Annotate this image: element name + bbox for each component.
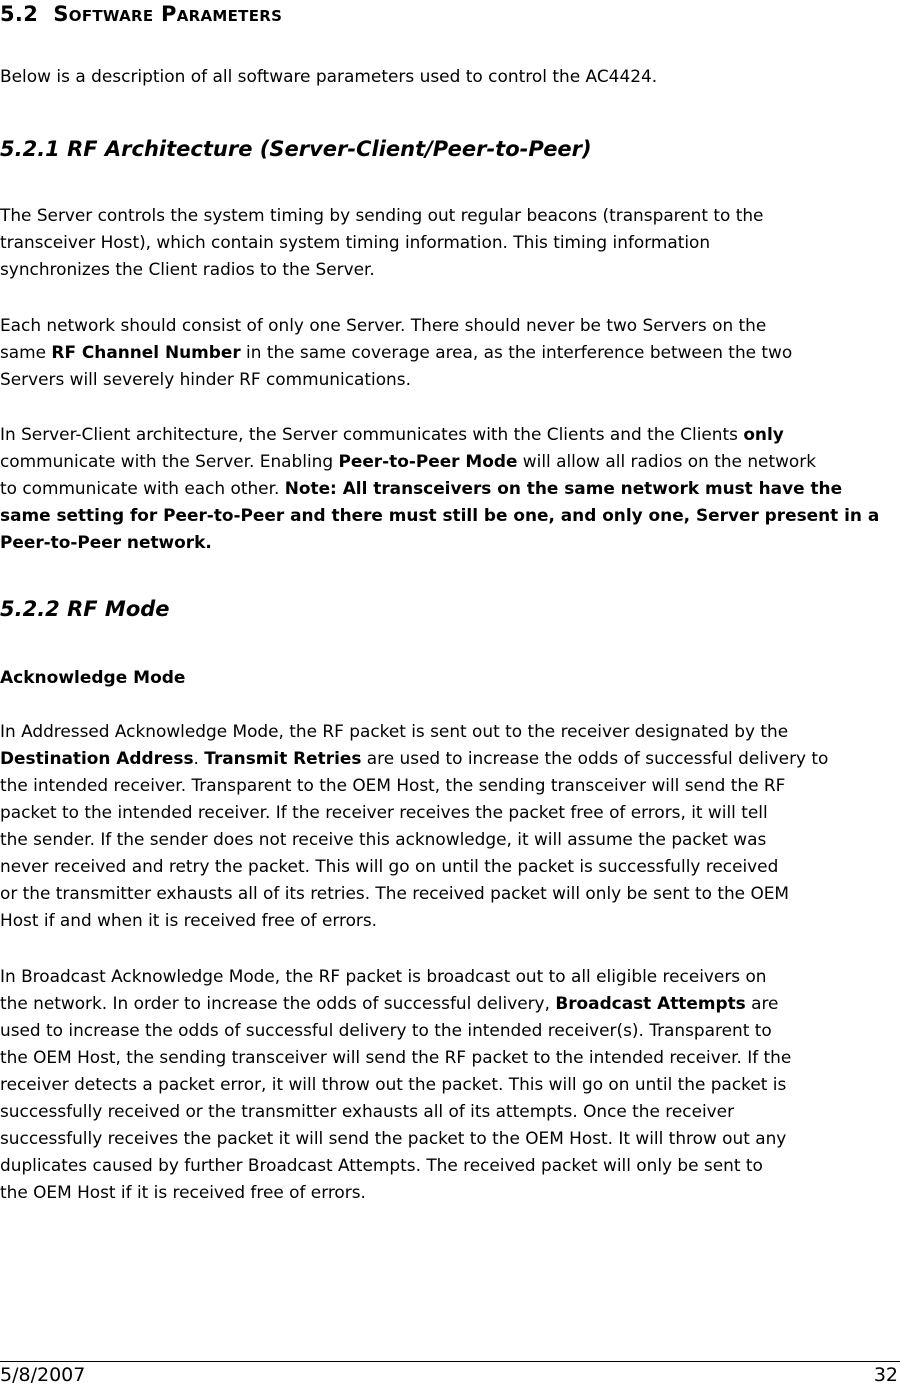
text-line: packet to the intended receiver. If the receiver receives the packet free of errors, it will tell xyxy=(0,802,768,822)
term-only: only xyxy=(743,424,784,444)
subsection-heading-rf-mode: 5.2.2 RF Mode xyxy=(0,597,170,621)
paragraph-one-server xyxy=(0,312,900,393)
footer-date: 5/8/2007 xyxy=(0,1364,86,1386)
text-line: receiver detects a packet error, it will throw out the packet. This will go on until the packet is xyxy=(0,1074,787,1094)
section-title-s: S xyxy=(53,2,69,26)
text-line: to communicate with each other. Note: All transceivers on the same network must have the xyxy=(0,478,843,498)
text-line: Servers will severely hinder RF communications. xyxy=(0,369,411,389)
term-peer-to-peer-mode: Peer-to-Peer Mode xyxy=(338,451,518,471)
section-title-oftware: OFTWARE xyxy=(68,7,154,25)
term-destination-address: Destination Address xyxy=(0,748,194,768)
text-line: The Server controls the system timing by sending out regular beacons (transparent to the xyxy=(0,205,764,225)
acknowledge-mode-heading: Acknowledge Mode xyxy=(0,668,186,688)
text-line: In Server-Client architecture, the Server communicates with the Clients and the Clients only xyxy=(0,424,784,444)
text-line: or the transmitter exhausts all of its retries. The received packet will only be sent to the OEM xyxy=(0,883,790,903)
text-line: successfully received or the transmitter exhausts all of its attempts. Once the receiver xyxy=(0,1101,735,1121)
section-heading xyxy=(0,2,282,26)
text-line: duplicates caused by further Broadcast Attempts. The received packet will only be sent to xyxy=(0,1155,763,1175)
text-line: Each network should consist of only one Server. There should never be two Servers on the xyxy=(0,315,767,335)
intro-paragraph: Below is a description of all software parameters used to control the AC4424. xyxy=(0,66,658,86)
page-number: 32 xyxy=(873,1364,898,1386)
term-rf-channel-number: RF Channel Number xyxy=(51,342,241,362)
note-text: Note: All transceivers on the same network must have the xyxy=(284,478,843,498)
text-line: the OEM Host, the sending transceiver will send the RF packet to the intended receiver. If the xyxy=(0,1047,792,1067)
term-broadcast-attempts: Broadcast Attempts xyxy=(555,993,746,1013)
text-line: successfully receives the packet it will send the packet to the OEM Host. It will throw out any xyxy=(0,1128,787,1148)
section-title-arameters: ARAMETERS xyxy=(176,7,283,25)
text-line: the network. In order to increase the odds of successful delivery, Broadcast Attempts are xyxy=(0,993,779,1013)
footer-divider xyxy=(0,1361,900,1362)
text-line: In Broadcast Acknowledge Mode, the RF packet is broadcast out to all eligible receivers on xyxy=(0,966,767,986)
text-line: Destination Address. Transmit Retries are used to increase the odds of successful delivery to xyxy=(0,748,829,768)
paragraph-broadcast-ack xyxy=(0,963,900,1206)
text-line: communicate with the Server. Enabling Peer-to-Peer Mode will allow all radios on the network xyxy=(0,451,816,471)
section-title-p: P xyxy=(161,2,177,26)
paragraph-addressed-ack xyxy=(0,718,900,934)
text-line: the intended receiver. Transparent to the OEM Host, the sending transceiver will send the RF xyxy=(0,775,786,795)
text-line: transceiver Host), which contain system timing information. This timing information xyxy=(0,232,711,252)
text-line: used to increase the odds of successful delivery to the intended receiver(s). Transparent to xyxy=(0,1020,772,1040)
paragraph-server-timing xyxy=(0,202,900,283)
paragraph-server-client xyxy=(0,421,900,556)
text-line: In Addressed Acknowledge Mode, the RF packet is sent out to the receiver designated by the xyxy=(0,721,789,741)
text-line: the OEM Host if it is received free of errors. xyxy=(0,1182,366,1202)
text-line: Host if and when it is received free of errors. xyxy=(0,910,378,930)
text-line: the sender. If the sender does not receive this acknowledge, it will assume the packet was xyxy=(0,829,767,849)
text-line: synchronizes the Client radios to the Server. xyxy=(0,259,375,279)
section-number: 5.2 xyxy=(0,2,39,26)
subsection-heading-rf-architecture: 5.2.1 RF Architecture (Server-Client/Peer-to-Peer) xyxy=(0,137,592,161)
text-line: never received and retry the packet. This will go on until the packet is successfully received xyxy=(0,856,779,876)
text-line: same setting for Peer-to-Peer and there must still be one, and only one, Server present in a xyxy=(0,505,880,525)
term-transmit-retries: Transmit Retries xyxy=(204,748,362,768)
text-line: same RF Channel Number in the same coverage area, as the interference between the two xyxy=(0,342,793,362)
text-line: Peer-to-Peer network. xyxy=(0,532,212,552)
